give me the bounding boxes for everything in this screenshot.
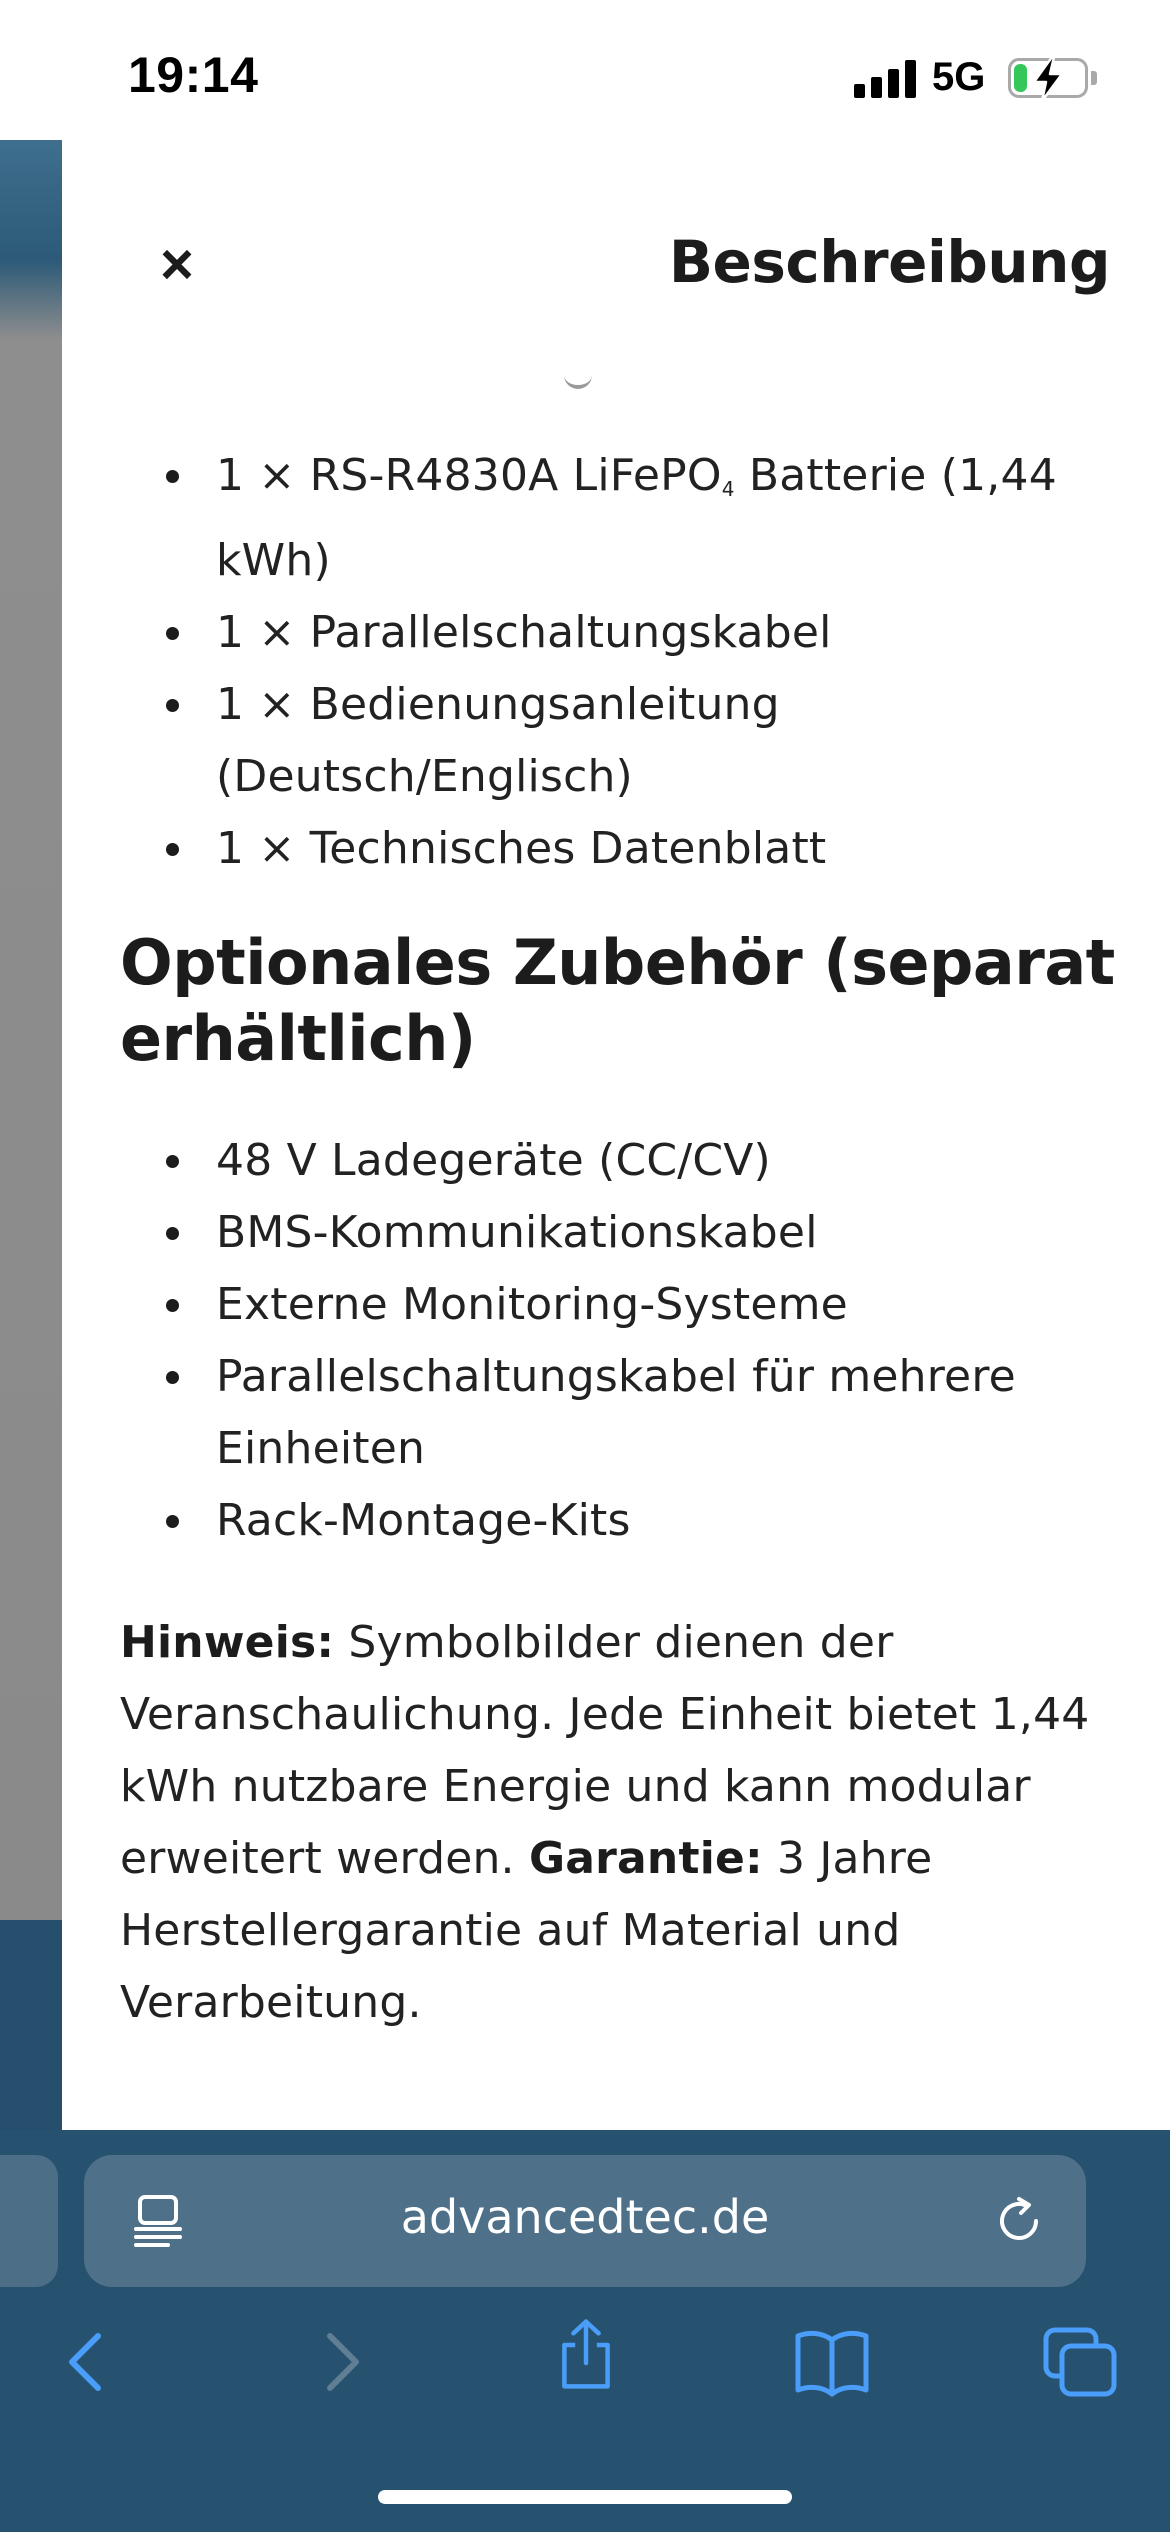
url-text[interactable]: advancedtec.de	[400, 2190, 770, 2244]
list-item: BMS-Kommunikationskabel	[120, 1197, 1120, 1269]
list-item: 48 V Ladegeräte (CC/CV)	[120, 1125, 1120, 1197]
battery-cap	[1091, 71, 1097, 85]
back-icon[interactable]	[50, 2326, 130, 2398]
list-item: Rack-Montage-Kits	[120, 1485, 1120, 1557]
warranty-label: Garantie:	[528, 1833, 763, 1884]
reload-icon[interactable]	[992, 2194, 1046, 2248]
list-item-text: 1 × RS-R4830A LiFePO	[216, 450, 722, 501]
charging-bolt-icon	[1030, 56, 1066, 102]
note-text: Symbolbilder dienen der Veranschaulichung. Jede Einheit bietet 1,44 kWh nutzbare Energie und kann modular erweitert werden.	[120, 1617, 1090, 1884]
tabs-icon[interactable]	[1040, 2326, 1120, 2398]
previous-tab-preview[interactable]	[0, 2155, 58, 2287]
accessories-list	[120, 1125, 1120, 1557]
list-item	[120, 597, 1120, 669]
list-item	[120, 440, 1120, 597]
network-label: 5G	[932, 55, 986, 99]
description-content	[120, 440, 1120, 2039]
panel-title: Beschreibung	[668, 228, 1110, 296]
status-bar	[0, 0, 1170, 140]
close-button[interactable]: ×	[160, 232, 194, 297]
bookmarks-icon[interactable]	[792, 2326, 872, 2398]
share-icon[interactable]	[546, 2318, 626, 2390]
list-item-text: Batterie (1,44 kWh)	[216, 450, 1057, 586]
list-item-text: 1 × Parallelschaltungskabel	[216, 607, 832, 658]
home-indicator[interactable]	[378, 2490, 792, 2504]
accessories-heading: Optionales Zubehör (separat erhältlich)	[120, 926, 1115, 1075]
list-item-text: 1 × Technisches Datenblatt	[216, 823, 827, 874]
list-item: Parallelschaltungskabel für mehrere Einheiten	[120, 1341, 1120, 1485]
subscript-text: 4	[721, 477, 735, 501]
box-contents-list	[120, 440, 1120, 885]
list-item	[120, 669, 1120, 813]
forward-icon[interactable]	[300, 2326, 380, 2398]
note-paragraph	[120, 1607, 1120, 2039]
page-backdrop-footer	[0, 1920, 62, 2130]
list-item	[120, 813, 1120, 885]
battery-level	[1014, 64, 1027, 92]
status-time: 19:14	[128, 47, 259, 103]
list-item-text: 1 × Bedienungsanleitung (Deutsch/Englisch)	[216, 679, 780, 802]
list-item: Externe Monitoring-Systeme	[120, 1269, 1120, 1341]
warranty-text: 3 Jahre Herstellergarantie auf Material und Verarbeitung.	[120, 1833, 933, 2028]
note-label: Hinweis:	[120, 1617, 335, 1668]
signal-icon	[854, 60, 916, 98]
page-menu-icon[interactable]	[134, 2195, 184, 2247]
page-backdrop	[0, 140, 62, 2140]
